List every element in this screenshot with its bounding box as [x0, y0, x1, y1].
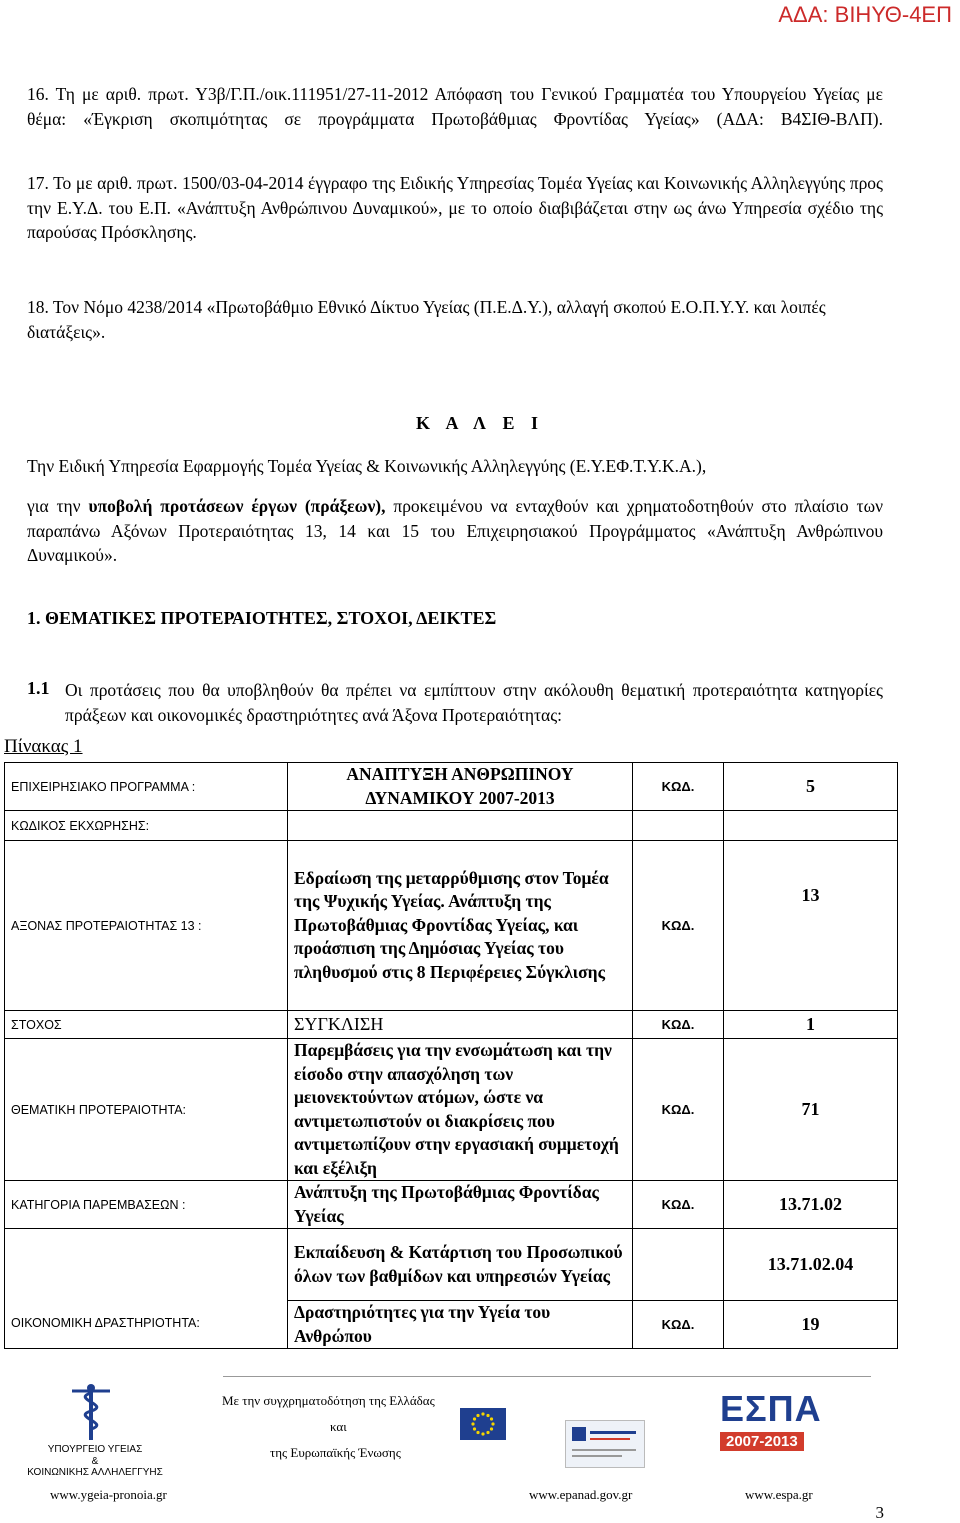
- label-category: ΚΑΤΗΓΟΡΙΑ ΠΑΡΕΜΒΑΣΕΩΝ :: [5, 1181, 288, 1229]
- cofunding-line-2: και: [330, 1419, 347, 1434]
- eu-stars-icon: [460, 1408, 506, 1440]
- code-category: 13.71.02: [724, 1181, 898, 1229]
- kod-label: ΚΩΔ.: [633, 763, 724, 811]
- value-goal: ΣΥΓΚΛΙΣΗ: [288, 1011, 633, 1039]
- code-economic: 19: [724, 1301, 898, 1349]
- espa-logo: [720, 1388, 850, 1468]
- code-goal: 1: [724, 1011, 898, 1039]
- kalei-heading: Κ Α Λ Ε Ι: [416, 413, 544, 433]
- item-18: 18. Τον Νόμο 4238/2014 «Πρωτοβάθμιο Εθνικό Δίκτυο Υγείας (Π.Ε.Δ.Υ.), αλλαγή σκοπού Ε.Ο.Π.Υ.Υ. και λοιπές διατάξεις».: [27, 297, 826, 342]
- ministry-name-2: &: [91, 1456, 99, 1467]
- table-row: [5, 1039, 898, 1181]
- table-row: [5, 1181, 898, 1229]
- table-row: [5, 841, 898, 1011]
- table-row: [5, 1011, 898, 1039]
- espa-years: 2007-2013: [720, 1432, 804, 1451]
- kalei-line1: Την Ειδική Υπηρεσία Εφαρμογής Τομέα Υγείας & Κοινωνικής Αλληλεγγύης (Ε.Υ.ΕΦ.Τ.Υ.Κ.Α.),: [27, 456, 707, 476]
- table-caption: Πίνακας 1: [4, 736, 83, 757]
- value-axis: Εδραίωση της μεταρρύθμισης στον Τομέα της Ψυχικής Υγείας. Ανάπτυξη της Πρωτοβάθμιας Φροντίδας Υγείας, και προάσπιση της Δημόσιας Υγείας του πληθυσμού στις 8 Περιφέρειες Σύγκλισης: [288, 841, 633, 1011]
- ada-code: ΑΔΑ: ΒΙΗΥΘ-4ΕΠ: [778, 2, 952, 27]
- value-programme: ΑΝΑΠΤΥΞΗ ΑΝΘΡΩΠΙΝΟΥ ΔΥΝΑΜΙΚΟΥ 2007-2013: [288, 763, 633, 811]
- code-subcategory: 13.71.02.04: [724, 1229, 898, 1301]
- kod-label: ΚΩΔ.: [633, 1011, 724, 1039]
- table-row: [5, 1229, 898, 1301]
- page-number: 3: [875, 1503, 884, 1522]
- value-thematic: Παρεμβάσεις για την ενσωμάτωση και την είσοδο στην απασχόληση των μειονεκτούντων ατόμων, ώστε να αντιμετωπιστούν οι διακρίσεις που αντιμετωπίζουν στην εργασιακή συμμετοχή και εξέλιξη: [288, 1039, 633, 1181]
- label-thematic: ΘΕΜΑΤΙΚΗ ΠΡΟΤΕΡΑΙΟΤΗΤΑ:: [5, 1039, 288, 1181]
- url-epanad[interactable]: www.epanad.gov.gr: [529, 1487, 633, 1502]
- item-17: 17. Το με αριθ. πρωτ. 1500/03-04-2014 έγγραφο της Ειδικής Υπηρεσίας Τομέα Υγείας και Κοινωνικής Αλληλεγγύης προς την Ε.Υ.Δ. του Ε.Π. «Ανάπτυξη Ανθρώπινου Δυναμικού», με το οποίο διαβιβάζεται στην ως άνω Υπηρεσία σχέδιο της παρούσας Πρόσκλησης.: [27, 173, 883, 242]
- table-row: [5, 811, 898, 841]
- eu-flag-icon: [460, 1408, 506, 1440]
- caduceus-icon: [66, 1383, 116, 1441]
- item-16: 16. Τη με αριθ. πρωτ. Υ3β/Γ.Π./οικ.111951/27-11-2012 Απόφαση του Γενικού Γραμματέα του Υπουργείου Υγείας με θέμα: «Έγκριση σκοπιμότητας σε προγράμματα Πρωτοβάθμιας Φροντίδας Υγείας» (ΑΔΑ: Β4ΣΙΘ-ΒΛΠ).: [27, 84, 883, 129]
- ministry-name-1: ΥΠΟΥΡΓΕΙΟ ΥΓΕΙΑΣ: [47, 1444, 143, 1455]
- code-axis: 13: [724, 841, 898, 1011]
- table-row: [5, 763, 898, 811]
- ministry-logo: [66, 1383, 116, 1441]
- espa-wordmark: ΕΣΠΑ: [720, 1388, 822, 1429]
- code-programme: 5: [724, 763, 898, 811]
- footer-divider: [223, 1376, 871, 1377]
- url-ygeia[interactable]: www.ygeia-pronoia.gr: [50, 1487, 167, 1502]
- label-goal: ΣΤΟΧΟΣ: [5, 1011, 288, 1039]
- ministry-name-3: ΚΟΙΝΩΝΙΚΗΣ ΑΛΛΗΛΕΓΓΥΗΣ: [27, 1467, 163, 1478]
- kalei-body: για την υποβολή προτάσεων έργων (πράξεων), προκειμένου να ενταχθούν και χρηματοδοτηθούν στο πλαίσιο των παραπάνω Αξόνων Προτεραιότητας 13, 14 και 15 του Επιχειρησιακού Προγράμματος «Ανάπτυξη Ανθρώπινου Δυναμικού».: [27, 496, 884, 565]
- value-category: Ανάπτυξη της Πρωτοβάθμιας Φροντίδας Υγείας: [288, 1181, 633, 1229]
- url-espa[interactable]: www.espa.gr: [745, 1487, 813, 1502]
- label-assignment: ΚΩΔΙΚΟΣ ΕΚΧΩΡΗΣΗΣ:: [5, 811, 288, 841]
- value-subcategory: Εκπαίδευση & Κατάρτιση του Προσωπικού όλων των βαθμίδων και υπηρεσιών Υγείας: [288, 1229, 633, 1301]
- kod-label: ΚΩΔ.: [633, 1301, 724, 1349]
- table-1: [4, 762, 898, 1349]
- cofunding-line-1: Με την συγχρηματοδότηση της Ελλάδας: [222, 1393, 435, 1408]
- sub-1-1-number: 1.1: [27, 678, 50, 698]
- kod-label: ΚΩΔ.: [633, 1039, 724, 1181]
- kod-label: ΚΩΔ.: [633, 841, 724, 1011]
- epanad-logo: [565, 1420, 645, 1468]
- value-economic: Δραστηριότητες για την Υγεία του Ανθρώπου: [288, 1301, 633, 1349]
- cofunding-line-3: της Ευρωπαϊκής Ένωσης: [270, 1445, 401, 1460]
- label-economic: ΟΙΚΟΝΟΜΙΚΗ ΔΡΑΣΤΗΡΙΟΤΗΤΑ:: [5, 1229, 288, 1349]
- epanad-mark-icon: [566, 1421, 644, 1467]
- sub-1-1-text: Οι προτάσεις που θα υποβληθούν θα πρέπει να εμπίπτουν στην ακόλουθη θεματική προτεραιότητα κατηγορίες πράξεων και οικονομικές δραστηριότητες ανά Άξονα Προτεραιότητας:: [65, 680, 883, 725]
- kod-label: ΚΩΔ.: [633, 1181, 724, 1229]
- label-axis: ΑΞΟΝΑΣ ΠΡΟΤΕΡΑΙΟΤΗΤΑΣ 13 :: [5, 841, 288, 1011]
- kalei-bold: υποβολή προτάσεων έργων (πράξεων),: [88, 496, 386, 516]
- section-1-title: 1. ΘΕΜΑΤΙΚΕΣ ΠΡΟΤΕΡΑΙΟΤΗΤΕΣ, ΣΤΟΧΟΙ, ΔΕΙΚΤΕΣ: [27, 608, 497, 628]
- code-thematic: 71: [724, 1039, 898, 1181]
- label-programme: ΕΠΙΧΕΙΡΗΣΙΑΚΟ ΠΡΟΓΡΑΜΜΑ :: [5, 763, 288, 811]
